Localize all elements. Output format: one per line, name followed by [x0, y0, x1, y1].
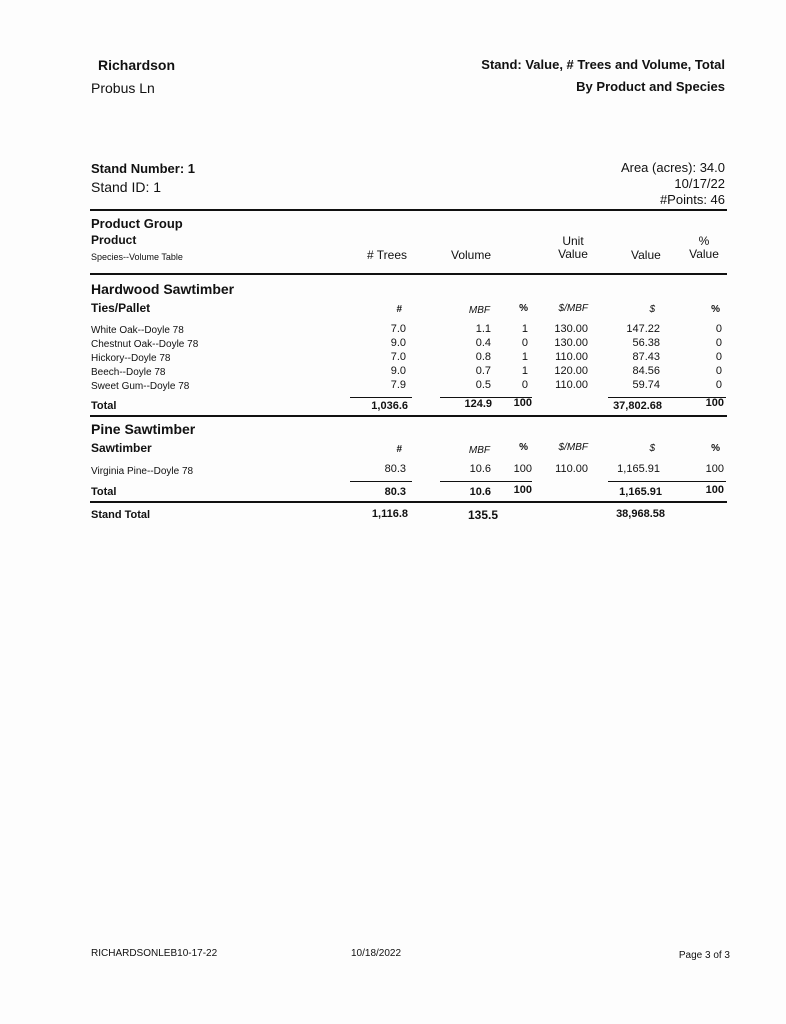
total-trees: 1,036.6 — [371, 400, 408, 412]
col-product-group: Product Group — [91, 216, 183, 231]
pct-cell: 1 — [521, 323, 528, 335]
product-name: Ties/Pallet — [91, 301, 151, 315]
header-top-rule — [90, 209, 727, 211]
total-label: Total — [91, 486, 117, 498]
pct-cell: 1 — [521, 365, 528, 377]
col-species: Species--Volume Table — [91, 252, 183, 262]
road-name: Probus Ln — [91, 80, 155, 96]
unit-unit-value: $/MBF — [558, 442, 588, 453]
stand-id: Stand ID: 1 — [91, 179, 162, 195]
total-value: 37,802.68 — [613, 400, 662, 412]
total-value: 1,165.91 — [619, 486, 662, 498]
total-pct: 100 — [513, 397, 532, 409]
col-unit-value-2: Value — [558, 247, 588, 261]
trees-cell: 7.9 — [390, 379, 406, 391]
product-name: Sawtimber — [91, 441, 152, 455]
report-title: Stand: Value, # Trees and Volume, Total — [481, 57, 725, 72]
total-trees: 80.3 — [384, 486, 406, 498]
stand-number: Stand Number: 1 — [91, 161, 196, 176]
species-cell: Hickory--Doyle 78 — [91, 353, 171, 364]
col-trees: # Trees — [367, 248, 408, 262]
unit-pct: % — [519, 303, 528, 314]
col-volume: Volume — [451, 248, 492, 262]
report-subtitle: By Product and Species — [576, 79, 725, 94]
pct-cell: 0 — [521, 379, 528, 391]
total-rule-trees — [350, 481, 412, 482]
unit-value: $ — [649, 443, 655, 454]
unit-value-cell: 130.00 — [554, 337, 588, 349]
value-cell: 59.74 — [632, 379, 660, 391]
total-label: Total — [91, 400, 117, 412]
trees-cell: 80.3 — [384, 463, 406, 475]
stand-total-label: Stand Total — [91, 509, 151, 521]
col-value: Value — [631, 248, 661, 262]
col-product: Product — [91, 233, 137, 247]
col-pct-value-1: % — [698, 234, 710, 248]
unit-pct: % — [519, 442, 528, 453]
col-pct-value-2: Value — [689, 247, 719, 261]
value-cell: 84.56 — [632, 365, 660, 377]
pct-value-cell: 0 — [715, 379, 722, 391]
stand-total-trees: 1,116.8 — [371, 508, 408, 520]
species-cell: Beech--Doyle 78 — [91, 367, 166, 378]
volume-cell: 0.7 — [475, 365, 491, 377]
trees-cell: 9.0 — [390, 337, 406, 349]
unit-value-cell: 130.00 — [554, 323, 588, 335]
pct-value-cell: 0 — [715, 323, 722, 335]
group-separator — [90, 415, 727, 417]
volume-cell: 1.1 — [475, 323, 491, 335]
total-pct-value: 100 — [705, 484, 724, 496]
owner-name: Richardson — [98, 57, 176, 73]
total-rule-volume — [440, 481, 532, 482]
total-rule-value — [608, 481, 726, 482]
unit-volume: MBF — [468, 305, 490, 316]
species-cell: Sweet Gum--Doyle 78 — [91, 381, 190, 392]
stand-points: #Points: 46 — [659, 192, 725, 207]
value-cell: 1,165.91 — [617, 463, 660, 475]
trees-cell: 9.0 — [390, 365, 406, 377]
unit-trees: # — [396, 444, 402, 455]
stand-total-volume: 135.5 — [467, 508, 498, 522]
value-cell: 147.22 — [626, 323, 660, 335]
volume-cell: 0.5 — [475, 379, 491, 391]
total-pct-value: 100 — [705, 397, 724, 409]
unit-value-cell: 110.00 — [555, 463, 588, 475]
species-cell: Virginia Pine--Doyle 78 — [91, 466, 194, 477]
value-cell: 56.38 — [632, 337, 660, 349]
trees-cell: 7.0 — [390, 351, 406, 363]
total-volume: 10.6 — [469, 486, 491, 498]
unit-value-cell: 110.00 — [555, 379, 588, 391]
group-name: Pine Sawtimber — [91, 421, 196, 437]
pct-value-cell: 0 — [715, 365, 722, 377]
unit-unit-value: $/MBF — [558, 303, 588, 314]
unit-value-cell: 110.00 — [555, 351, 588, 363]
unit-value: $ — [649, 304, 655, 315]
volume-cell: 0.4 — [475, 337, 491, 349]
pct-cell: 100 — [513, 463, 532, 475]
col-unit-value-1: Unit — [562, 234, 584, 248]
unit-volume: MBF — [468, 445, 490, 456]
species-cell: White Oak--Doyle 78 — [91, 325, 184, 336]
header-bottom-rule — [90, 273, 727, 275]
total-pct: 100 — [513, 484, 532, 496]
trees-cell: 7.0 — [390, 323, 406, 335]
pct-value-cell: 100 — [705, 463, 724, 475]
value-cell: 87.43 — [632, 351, 660, 363]
footer-print-date: 10/18/2022 — [351, 948, 402, 959]
stand-date: 10/17/22 — [674, 176, 725, 191]
total-volume: 124.9 — [464, 398, 492, 410]
unit-trees: # — [396, 304, 402, 315]
volume-cell: 0.8 — [475, 351, 491, 363]
unit-pct-value: % — [711, 304, 720, 315]
stand-total-value: 38,968.58 — [616, 508, 665, 520]
unit-value-cell: 120.00 — [554, 365, 588, 377]
group-separator — [90, 501, 727, 503]
footer-file: RICHARDSONLEB10-17-22 — [91, 948, 218, 959]
pct-value-cell: 0 — [715, 351, 722, 363]
unit-pct-value: % — [711, 443, 720, 454]
group-name: Hardwood Sawtimber — [91, 281, 235, 297]
footer-page: Page 3 of 3 — [678, 950, 730, 961]
pct-value-cell: 0 — [715, 337, 722, 349]
stand-area: Area (acres): 34.0 — [620, 160, 725, 175]
pct-cell: 1 — [521, 351, 528, 363]
species-cell: Chestnut Oak--Doyle 78 — [91, 339, 199, 350]
total-rule-trees — [350, 397, 412, 398]
pct-cell: 0 — [521, 337, 528, 349]
volume-cell: 10.6 — [469, 463, 491, 475]
